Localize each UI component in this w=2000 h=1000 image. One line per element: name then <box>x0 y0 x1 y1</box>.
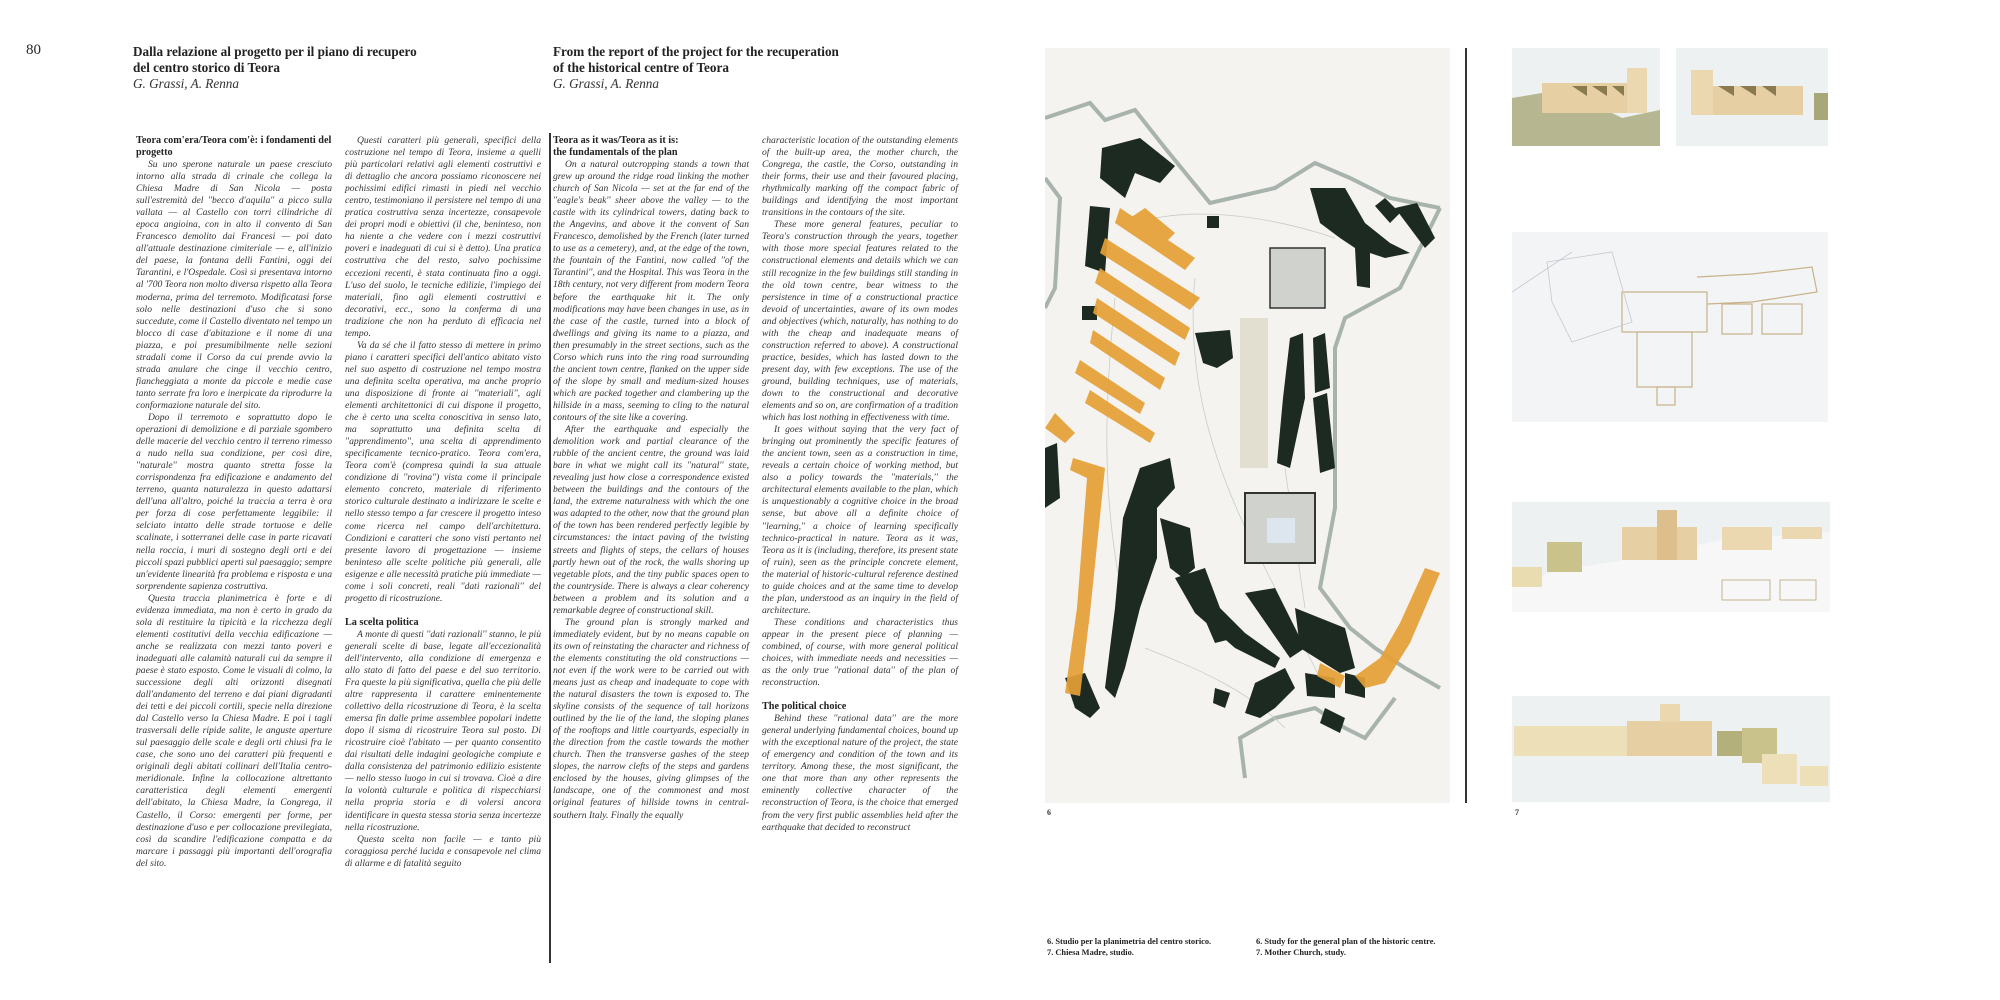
italian-column-1 <box>136 135 332 870</box>
paragraph: A monte di questi ''dati razionali'' stanno, le più generali scelte di base, legate all'eccezionalità dell'intervento, alla condizione di emergenza e allo stato di fatto del paese e del suo territorio. Fra queste la più significativa, quella che più delle altre rappresenta il carattere eminentemente collettivo della ricostruzione di Teora, è la scelta emersa fin dalle prime assemblee popolari indette dopo il sisma di ricostruire Teora sul posto. Di ricostruire cioè l'abitato — per quanto consentito dai risultati delle indagini geologiche compiute e dalla consistenza del patrimonio edilizio esistente — nello stesso luogo in cui si trovava. Cioè a dire la volontà culturale e politica di rispecchiarsi nella propria storia e di volersi ancora identificare in questa stessa storia senza incertezze nella ricostruzione. <box>345 628 541 833</box>
italian-header <box>133 44 533 92</box>
section-heading-scelta-politica: La scelta politica <box>345 616 419 628</box>
figure-6-number: 6 <box>1047 808 1051 817</box>
paragraph: These more general features, peculiar to Teora's construction through the years, together with those more special features related to the constructional elements and details which we can still recognize in the few buildings still standing in the old town centre, bear witness to the persistence in time of a constructional practice devoid of uncertainties, aware of its own modes and objectives (which, naturally, has nothing to do with the cheap and inadequate means of construction referred to above). A constructional practice, besides, which has lasted down to the present day, with few exceptions. The use of the ground, building techniques, use of materials, down to the constructional and decorative elements and so on, are confirmation of a tradition which has lost nothing in effectiveness with time. <box>762 219 958 424</box>
mother-church-plan <box>1270 248 1325 308</box>
corso-strip <box>1240 318 1268 468</box>
section-heading-fondamenti: Teora com'era/Teora com'è: i fondamenti del progetto <box>136 135 332 158</box>
caption-en-fig6: 6. Study for the general plan of the historic centre. <box>1256 937 1436 946</box>
english-column-1 <box>553 135 749 822</box>
paragraph: Va da sé che il fatto stesso di mettere in primo piano i caratteri specifici dell'antico abitato visto nel suo aspetto di costruzione nel tempo mostra una definita scelta operativa, ma anche proprio una disposizione di fronte ai ''materiali'', agli elementi architettonici di cui dispone il progetto, che è certo una scelta conoscitiva in senso lato, ma soprattutto una definita scelta di ''apprendimento'', una scelta di apprendimento specificamente tecnico-pratico. Teora com'era, Teora com'è (compresa quindi la sua attuale condizione di ''rovina'') vista come il principale elemento concreto, materiale di riferimento storico culturale destinato a indirizzare le scelte e nello stesso tempo a far crescere il progetto inteso come ricerca nel campo dell'architettura. Condizioni e caratteri che sono visti pertanto nel presente lavoro di progettazione — insieme beninteso alle scelte politiche più generali, alle esigenze e alle necessità pratiche più immediate — come i soli concreti, reali ''dati razionali'' del progetto di ricostruzione. <box>345 339 541 604</box>
site-plan-drawing <box>1045 48 1450 803</box>
elevation-drawing-d <box>1512 696 1830 802</box>
figure-7-elevation-b <box>1676 48 1828 146</box>
italian-title-line1: Dalla relazione al progetto per il piano di recupero <box>133 44 417 59</box>
castle-courtyard <box>1267 518 1295 543</box>
figure-7-elevation-d <box>1512 696 1830 802</box>
english-title-line1: From the report of the project for the recuperation <box>553 44 839 59</box>
paragraph: It goes without saying that the very fact of bringing out prominently the specific features of the ancient town, seen as a construction in time, reveals a certain choice of working method, but also a policy towards the ''materials,'' the architectural elements available to the plan, which is unquestionably a cognitive choice in the broad sense, but above all a definite choice of ''learning,'' a choice of learning specifically technico-practical in nature. Teora as it was, Teora as it is (including, therefore, its present state of ruin), seen as the principle concrete element, the material of historic-cultural reference destined to guide choices and at the same time to develop the plan, understood as an inquiry in the field of architecture. <box>762 424 958 616</box>
italian-column-2 <box>345 135 541 870</box>
caption-en-fig7: 7. Mother Church, study. <box>1256 947 1346 957</box>
paragraph: The ground plan is strongly marked and immediately evident, but by no means capable on its own of reinstating the character and richness of the elements constituting the old constructions — not even if the work were to be carried out with means just as cheap and inadequate to cope with the natural disasters the town is exposed to. The skyline consists of the sequence of tall horizons outlined by the lie of the land, the sloping planes of the rooftops and little courtyards, especially in the direction from the castle towards the mother church. Then the transverse gashes of the steep slopes, the narrow clefts of the steps and gardens enclosed by the houses, giving glimpses of the landscape, one of the commonest and most original features of hillside towns in central-southern Italy. Finally the equally <box>553 616 749 821</box>
paragraph: Questa scelta non facile — e tanto più coraggiosa perché lucida e consapevole nel clima di allarme e di fatalità seguito <box>345 833 541 869</box>
english-title-line2: of the historical centre of Teora <box>553 60 729 75</box>
italian-authors: G. Grassi, A. Renna <box>133 76 239 91</box>
page-number: 80 <box>26 42 41 58</box>
english-column-2 <box>762 135 958 834</box>
elevation-drawing-a <box>1512 48 1660 146</box>
italian-title-line2: del centro storico di Teora <box>133 60 280 75</box>
section-heading-fundamentals-line2: the fundamentals of the plan <box>553 147 678 158</box>
figure-7-elevation-c <box>1512 502 1830 612</box>
caption-it-fig7: 7. Chiesa Madre, studio. <box>1047 947 1134 957</box>
elevation-drawing-b <box>1676 48 1828 146</box>
paragraph: On a natural outcropping stands a town that grew up around the ridge road linking the mother church of San Nicola — set at the far end of the ''eagle's beak'' sheer above the valley — to the castle with its cylindrical towers, dating back to the Angevins, and above it the convent of San Francesco, demolished by the French (later turned to use as a cemetery), and, at the edge of the town, the fountain of the Fantini, now called ''of the Tarantini'', and the Hospital. This was Teora in the 18th century, not very different from modern Teora before the earthquake hit it. The only modifications may have been changes in use, as in the case of the castle, turned into a block of dwellings and giving its name to a piazza, and then presumably in the street sections, such as the Corso which runs into the ring road surrounding the ancient town centre, flanked on the upper side of the slope by small and medium-sized houses which are packed together and clambering up the hillside in a mass, seeming to cling to the natural contours of the site like a covering. <box>553 159 749 423</box>
paragraph: After the earthquake and especially the demolition work and partial clearance of the rubble of the ancient centre, the ground was laid bare in what we might call its ''natural'' state, revealing just how close a correspondence existed between the buildings and the contours of the land, the extreme naturalness with which the one was adapted to the other, now that the ground plan of the town has been rendered perfectly legible by circumstances: the intact paving of the twisting streets and flights of steps, the cellars of houses partly hewn out of the rock, the walls shoring up vegetable plots, and the tiny public spaces open to the countryside. There is always a clear coherency between a problem and its solution and a remarkable degree of constructional skill. <box>553 424 749 616</box>
figure-7-floor-plan <box>1512 232 1828 422</box>
paragraph: Su uno sperone naturale un paese cresciuto intorno alla strada di crinale che collega la Chiesa Madre di San Nicola — posta sull'estremità del ''becco d'aquila'' a picco sulla vallata — al Castello con torri cilindriche di epoca angioina, con in alto il convento di San Francesco demolito dai Francesi — poi dato all'attuale destinazione cimiteriale — e, all'inizio del paese, la fontana delli Fantini, oggi dei Tarantini, e l'Ospedale. Così si presentava intorno al '700 Teora non molto diversa rispetto alla Teora moderna, prima del terremoto. Modificatasi forse solo nelle destinazioni d'uso che si sono succedute, come il Castello diventato nel tempo un blocco di case d'abitazione e il nome di una piazza, e poi presumibilmente nelle sezioni stradali come il Corso da cui prende avvio la strada anulare che cinge il vecchio centro, fiancheggiata a monte da piccole e medie case tanto serrate fra loro e inerpicate da riprodurre la conformazione naturale del sito. <box>136 159 332 411</box>
paragraph: Dopo il terremoto e soprattutto dopo le operazioni di demolizione e di parziale sgombero delle macerie del vecchio centro il terreno rimesso a nudo nella sua condizione, per così dire, ''naturale'' mostra quanto stretta fosse la corrispondenza fra edificazione e andamento del terreno, quanta naturalezza in questo adattarsi dell'una all'altro, poiché la traccia a terra è ora per forza di cose perfettamente leggibile: il selciato intatto delle strade tortuose e delle scalinate, i sotterranei delle case in parte ricavati nella roccia, i muri di sostegno degli orti e dei piccoli spazi pubblici aperti sul paesaggio; sempre un'evidente linearità fra problema e risposta e una sorprendente sapienza costruttiva. <box>136 411 332 592</box>
paragraph: Questa traccia planimetrica è forte e di evidenza immediata, ma non è certo in grado da sola di restituire la tipicità e la ricchezza degli elementi costitutivi della vecchia edificazione — anche se realizzata con mezzi tanto poveri e inadeguati alle calamità naturali cui da sempre il paese è stato esposto. Come le visuali di colmo, la successione degli alti orizzonti disegnati dall'andamento del terreno e dai piani digradanti dei tetti e dei piccoli cortili, specie nella direzione dal Castello verso la Chiesa Madre. E poi i tagli trasversali delle ripide salite, le anguste aperture sul paesaggio delle scale e degli orti chiusi fra le case, che sono uno dei caratteri più frequenti e originali degli abitati collinari dell'Italia centro-meridionale. Infine la collocazione altrettanto caratteristica degli elementi emergenti dell'abitato, la Chiesa Madre, la Congrega, il Castello, il Corso: emergenti per forme, per destinazione d'uso e per collocazione previlegiata, così da scandire l'edificazione compatta e da marcare i passaggi più importanti dell'orografia del sito. <box>136 592 332 869</box>
english-header <box>553 44 973 92</box>
caption-it-fig6: 6. Studio per la planimetria del centro storico. <box>1047 937 1212 946</box>
paragraph: These conditions and characteristics thus appear in the present piece of planning — combined, of course, with more general political choices, with immediate needs and necessities — as the only true ''rational data'' of the plan of reconstruction. <box>762 616 958 689</box>
caption-italian <box>1047 937 1277 958</box>
section-heading-fundamentals-line1: Teora as it was/Teora as it is: <box>553 135 679 146</box>
figure-6-site-plan <box>1045 48 1450 803</box>
figure-7-number: 7 <box>1515 808 1519 817</box>
elevation-drawing-c <box>1512 502 1830 612</box>
english-authors: G. Grassi, A. Renna <box>553 76 659 91</box>
figure-divider <box>1465 48 1467 803</box>
floor-plan-drawing <box>1512 232 1828 422</box>
paragraph: Behind these ''rational data'' are the more general underlying fundamental choices, bound up with the exceptional nature of the project, the state of emergency and condition of the town and its territory. Among these, the most significant, the one that more than any other represents the eminently collective character of the reconstruction of Teora, is the choice that emerged from the very first public assemblies held after the earthquake that decided to reconstruct <box>762 713 958 833</box>
caption-english <box>1256 937 1516 958</box>
paragraph: Questi caratteri più generali, specifici della costruzione nel tempo di Teora, insieme a quelli più particolari relativi agli elementi costruttivi e di dettaglio che ancora possiamo riconoscere nei pochissimi edifici rimasti in piedi nel vecchio centro, testimoniano il persistere nel tempo di una pratica costruttiva senza incertezze, consapevole dei propri modi e obiettivi (il che, beninteso, non ha niente a che vedere con i mezzi costruttivi poveri e inadeguati di cui si è detto). Una pratica costruttiva che del resto, salvo pochissime eccezioni recenti, è stata continuata fino a oggi. L'uso del suolo, le tecniche edilizie, l'impiego dei materiali, fino agli elementi costruttivi e decorativi, ecc., sono la conferma di una tradizione che non ha perduto di efficacia nel tempo. <box>345 135 541 339</box>
section-heading-political-choice: The political choice <box>762 701 847 713</box>
paragraph: characteristic location of the outstanding elements of the built-up area, the mother church, the Congrega, the castle, the Corso, outstanding in their forms, their use and their favoured placing, rhythmically marking off the compact fabric of buildings and identifying the most important transitions in the contours of the site. <box>762 135 958 219</box>
figure-7-elevation-a <box>1512 48 1660 146</box>
column-divider <box>549 133 551 963</box>
